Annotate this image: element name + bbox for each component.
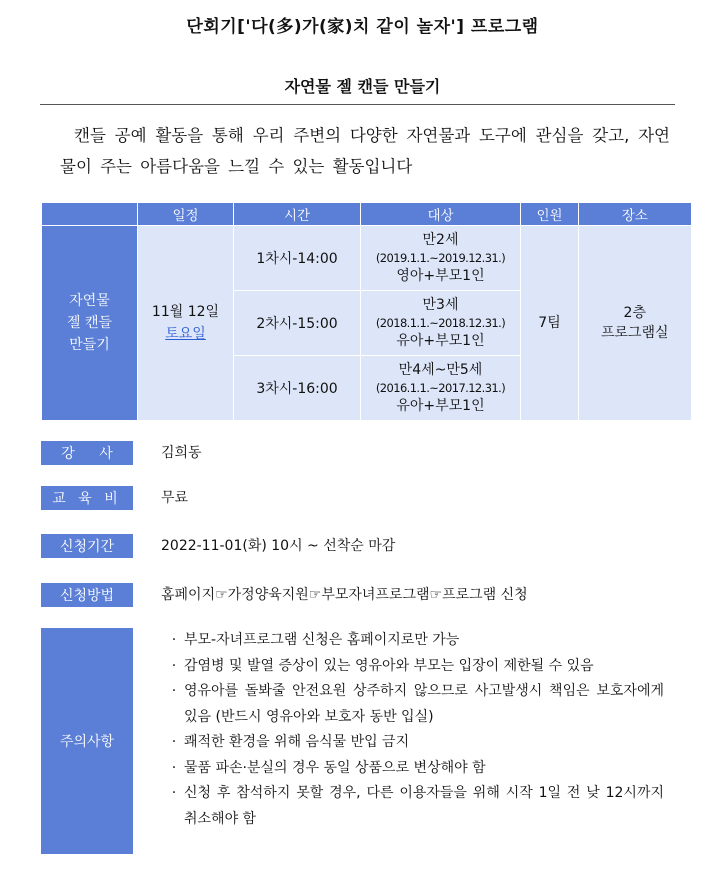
date-cell <box>138 226 234 421</box>
notice-text: 영유아를 돌봐줄 안전요원 상주하지 않으므로 사고발생시 책임은 보호자에게 있음 (반드시 영유아와 보호자 동반 입실) <box>184 683 664 725</box>
target-age: 만2세 <box>422 232 459 248</box>
target-group: 유아+부모1인 <box>396 333 485 349</box>
period-value: 2022-11-01(화) 10시 ~ 선착순 마감 <box>161 538 396 554</box>
target-age: 만3세 <box>422 297 459 313</box>
program-name-line: 젤 캔들 <box>66 315 113 331</box>
notice-text: 물품 파손·분실의 경우 동일 상품으로 변상해야 함 <box>184 759 486 776</box>
method-value: 홈페이지☞가정양육지원☞부모자녀프로그램☞프로그램 신청 <box>161 587 528 603</box>
header-program <box>42 203 138 226</box>
fee-value: 무료 <box>161 490 189 506</box>
session-target <box>361 291 521 356</box>
target-birth-range: (2016.1.1.~2017.12.31.) <box>375 381 506 395</box>
target-group: 영아+부모1인 <box>396 268 485 284</box>
intro-paragraph: 캔들 공예 활동을 통해 우리 주변의 다양한 자연물과 도구에 관심을 갖고, 자연물이 주는 아름다움을 느낄 수 있는 활동입니다 <box>60 126 670 176</box>
header-people: 인원 <box>521 203 579 226</box>
target-birth-range: (2019.1.1.~2019.12.31.) <box>375 251 506 265</box>
instructor-value: 김희동 <box>161 445 202 461</box>
notice-text: 부모-자녀프로그램 신청은 홈페이지로만 가능 <box>184 632 460 648</box>
bullet-icon: · <box>171 734 177 750</box>
period-label: 신청기간 <box>41 534 133 558</box>
schedule-row <box>42 226 691 291</box>
bullet-icon: · <box>171 759 177 776</box>
session-target <box>361 356 521 421</box>
target-age: 만4세~만5세 <box>398 362 483 378</box>
date-text: 11월 12일 <box>151 304 220 320</box>
header-time: 시간 <box>234 203 361 226</box>
notice-list <box>164 628 664 832</box>
bullet-icon: · <box>171 785 177 801</box>
target-group: 유아+부모1인 <box>396 398 485 414</box>
notice-item <box>164 628 664 654</box>
notice-text: 감염병 및 발열 증상이 있는 영유아와 부모는 입장이 제한될 수 있음 <box>184 657 594 674</box>
notice-text: 신청 후 참석하지 못할 경우, 다른 이용자들을 위해 시작 1일 전 낮 12시까지 취소해야 함 <box>184 785 664 827</box>
header-place: 장소 <box>579 203 691 226</box>
session-time: 3차시-16:00 <box>234 356 361 421</box>
bullet-icon: · <box>171 632 177 648</box>
fee-label: 교 육 비 <box>41 486 133 510</box>
notice-item <box>164 730 664 756</box>
session-time: 1차시-14:00 <box>234 226 361 291</box>
notice-item <box>164 756 664 782</box>
bullet-icon: · <box>171 657 177 674</box>
bullet-icon: · <box>171 683 177 699</box>
title-divider <box>40 104 675 105</box>
instructor-label: 강 사 <box>41 441 133 465</box>
schedule-table <box>41 203 691 420</box>
header-date: 일정 <box>138 203 234 226</box>
notice-text: 쾌적한 환경을 위해 음식물 반입 금지 <box>184 734 410 750</box>
method-label: 신청방법 <box>41 583 133 607</box>
place-floor: 2층 <box>623 305 646 321</box>
target-birth-range: (2018.1.1.~2018.12.31.) <box>375 316 506 330</box>
program-subtitle: 자연물 젤 캔들 만들기 <box>284 77 441 96</box>
session-time: 2차시-15:00 <box>234 291 361 356</box>
place-cell <box>579 226 691 421</box>
people-cell: 7팀 <box>521 226 579 421</box>
program-name-line: 만들기 <box>69 337 110 353</box>
header-target: 대상 <box>361 203 521 226</box>
notice-item <box>164 679 664 730</box>
program-name-line: 자연물 <box>69 293 110 309</box>
session-target <box>361 226 521 291</box>
notice-item <box>164 654 664 680</box>
program-name-cell <box>42 226 138 421</box>
page-title: 단회기['다(多)가(家)치 같이 놀자'] 프로그램 <box>186 17 539 37</box>
notice-label: 주의사항 <box>41 628 133 854</box>
weekday-text: 토요일 <box>165 326 206 342</box>
place-room: 프로그램실 <box>600 325 669 341</box>
schedule-header-row <box>42 203 691 226</box>
notice-item <box>164 781 664 832</box>
